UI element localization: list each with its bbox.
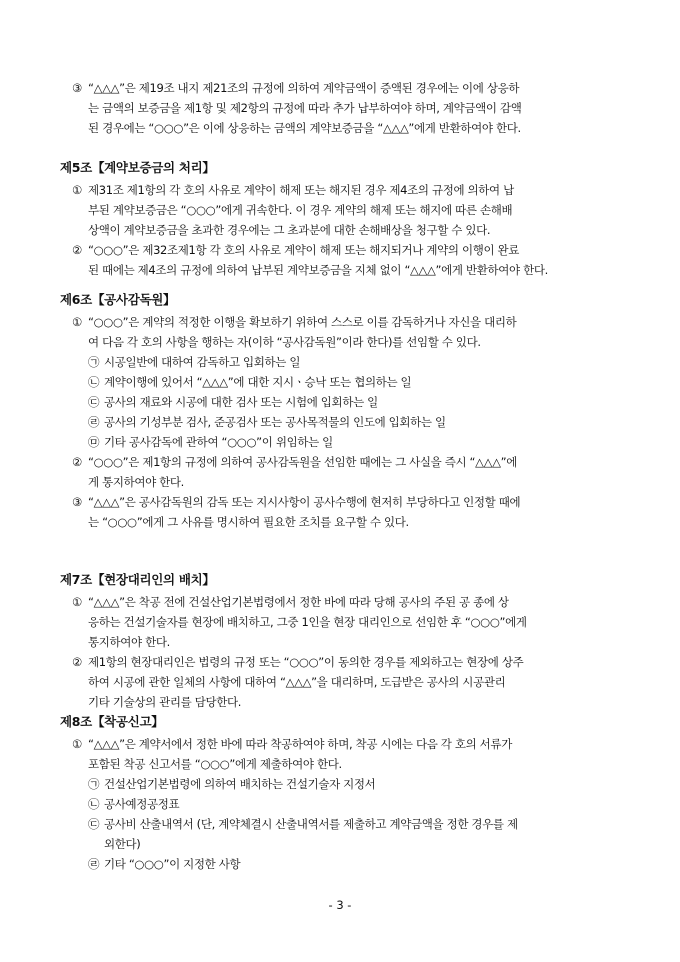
text-line: “△△△”은 착공 전에 건설산업기본법령에서 정한 바에 따라 당해 공사의 주된 공 종에 상 bbox=[88, 595, 509, 609]
clause bbox=[72, 240, 632, 280]
text-line: 제1항의 현장대리인은 법령의 규정 또는 “○○○”이 동의한 경우를 제외하고는 현장에 상주 bbox=[88, 655, 524, 669]
clause-text bbox=[104, 774, 632, 794]
clause-marker: ㉢ bbox=[88, 817, 100, 831]
sub-clause bbox=[88, 432, 632, 452]
text-line: 공사비 산출내역서 (단, 계약체결시 산출내역서를 제출하고 계약금액을 정한 경우를 제 bbox=[104, 817, 518, 831]
clause bbox=[72, 312, 632, 352]
sub-clause bbox=[88, 814, 632, 854]
clause-text bbox=[88, 492, 632, 532]
text-line: 여 다음 각 호의 사항을 행하는 자(이하 “공사감독원”이라 한다)를 선임할 수 있다. bbox=[88, 335, 481, 349]
clause bbox=[72, 452, 632, 492]
clause-text bbox=[104, 392, 632, 412]
text-line: “△△△”은 계약서에서 정한 바에 따라 착공하여야 하며, 착공 시에는 다음 각 호의 서류가 bbox=[88, 737, 512, 751]
sub-clause bbox=[88, 412, 632, 432]
text-line: 된 경우에는 “○○○”은 이에 상응하는 금액의 계약보증금을 “△△△”에게 반환하여야 한다. bbox=[88, 121, 521, 135]
clause-text bbox=[88, 180, 632, 240]
text-line: 게 통지하여야 한다. bbox=[88, 475, 184, 489]
clause-text bbox=[88, 734, 632, 774]
clause bbox=[72, 734, 632, 774]
clause-text bbox=[104, 854, 632, 874]
clause-text bbox=[104, 412, 632, 432]
text-line: 하여 시공에 관한 일체의 사항에 대하여 “△△△”을 대리하며, 도급받은 공사의 시공관리 bbox=[88, 675, 506, 689]
clause-text bbox=[104, 794, 632, 814]
text-line: 통지하여야 한다. bbox=[88, 635, 170, 649]
text-line: 응하는 건설기술자를 현장에 배치하고, 그중 1인을 현장 대리인으로 선임한 후 “○○○”에게 bbox=[88, 615, 527, 629]
text-line: “○○○”은 제1항의 규정에 의하여 공사감독원을 선임한 때에는 그 사실을 즉시 “△△△”에 bbox=[88, 455, 517, 469]
text-line: “△△△”은 공사감독원의 감독 또는 지시사항이 공사수행에 현저히 부당하다고 인정할 때에 bbox=[88, 495, 521, 509]
text-line: 기타 “○○○”이 지정한 사항 bbox=[104, 857, 241, 871]
clause-text bbox=[88, 652, 632, 712]
clause bbox=[72, 652, 632, 712]
clause-marker: ㉡ bbox=[88, 375, 100, 389]
text-line: “○○○”은 제32조제1항 각 호의 사유로 계약이 해제 또는 해지되거나 계약의 이행이 완료 bbox=[88, 243, 520, 257]
clause-marker: ① bbox=[72, 315, 83, 329]
sub-clause bbox=[88, 794, 632, 814]
clause-marker: ㉡ bbox=[88, 797, 100, 811]
text-line: 포함된 착공 신고서를 “○○○”에게 제출하여야 한다. bbox=[88, 757, 342, 771]
article-heading: 제8조【착공신고】 bbox=[60, 714, 164, 729]
text-line: 된 때에는 제4조의 규정에 의하여 납부된 계약보증금을 지체 없이 “△△△”에게 반환하여야 한다. bbox=[88, 263, 548, 277]
text-line: 공사예정공정표 bbox=[104, 797, 180, 811]
clause-text bbox=[104, 814, 632, 854]
text-line: “○○○”은 계약의 적정한 이행을 확보하기 위하여 스스로 이를 감독하거나 자신을 대리하 bbox=[88, 315, 517, 329]
page-number: - 3 - bbox=[328, 898, 352, 912]
text-line: 제31조 제1항의 각 호의 사유로 계약이 해제 또는 해지된 경우 제4조의 규정에 의하여 납 bbox=[88, 183, 514, 197]
text-line: 는 금액의 보증금을 제1항 및 제2항의 규정에 따라 추가 납부하여야 하며, 계약금액이 감액 bbox=[88, 101, 522, 115]
clause bbox=[72, 492, 632, 532]
article-heading: 제5조【계약보증금의 처리】 bbox=[60, 160, 215, 175]
clause-text bbox=[104, 352, 632, 372]
sub-clause bbox=[88, 854, 632, 874]
text-line: 시공일반에 대하여 감독하고 입회하는 일 bbox=[104, 355, 301, 369]
sub-clause bbox=[88, 774, 632, 794]
clause-marker: ㉣ bbox=[88, 857, 100, 871]
clause-text bbox=[88, 452, 632, 492]
text-line: 공사의 재료와 시공에 대한 검사 또는 시험에 입회하는 일 bbox=[104, 395, 378, 409]
clause-text bbox=[88, 312, 632, 352]
clause-marker: ② bbox=[72, 243, 83, 257]
clause-marker: ① bbox=[72, 737, 83, 751]
sub-clause bbox=[88, 352, 632, 372]
clause-marker: ② bbox=[72, 455, 83, 469]
clause-text bbox=[88, 78, 632, 138]
clause bbox=[72, 78, 632, 138]
clause-marker: ① bbox=[72, 183, 83, 197]
sub-clause bbox=[88, 372, 632, 392]
clause bbox=[72, 592, 632, 652]
clause-text bbox=[88, 592, 632, 652]
text-line: 건설산업기본법령에 의하여 배치하는 건설기술자 지정서 bbox=[104, 777, 376, 791]
article-heading: 제7조【현장대리인의 배치】 bbox=[60, 572, 215, 587]
article-heading: 제6조【공사감독원】 bbox=[60, 292, 176, 307]
clause bbox=[72, 180, 632, 240]
text-line: 는 “○○○”에게 그 사유를 명시하여 필요한 조치를 요구할 수 있다. bbox=[88, 515, 409, 529]
clause-marker: ㉣ bbox=[88, 415, 100, 429]
text-line: 부된 계약보증금은 “○○○”에게 귀속한다. 이 경우 계약의 해제 또는 해지에 따른 손해배 bbox=[88, 203, 513, 217]
clause-marker: ㉠ bbox=[88, 355, 100, 369]
text-line: 외한다) bbox=[104, 837, 141, 851]
text-line: 기타 기술상의 관리를 담당한다. bbox=[88, 695, 242, 709]
clause-text bbox=[104, 432, 632, 452]
clause-text bbox=[104, 372, 632, 392]
clause-marker: ③ bbox=[72, 495, 83, 509]
text-line: 기타 공사감독에 관하여 “○○○”이 위임하는 일 bbox=[104, 435, 333, 449]
clause-marker: ㉤ bbox=[88, 435, 100, 449]
clause-text bbox=[88, 240, 632, 280]
text-line: 계약이행에 있어서 “△△△”에 대한 지시ㆍ승낙 또는 협의하는 일 bbox=[104, 375, 412, 389]
clause-marker: ② bbox=[72, 655, 83, 669]
text-line: 공사의 기성부분 검사, 준공검사 또는 공사목적물의 인도에 입회하는 일 bbox=[104, 415, 446, 429]
text-line: 상액이 계약보증금을 초과한 경우에는 그 초과분에 대한 손해배상을 청구할 수 있다. bbox=[88, 223, 491, 237]
text-line: “△△△”은 제19조 내지 제21조의 규정에 의하여 계약금액이 증액된 경우에는 이에 상응하 bbox=[88, 81, 520, 95]
clause-marker: ① bbox=[72, 595, 83, 609]
sub-clause bbox=[88, 392, 632, 412]
clause-marker: ㉢ bbox=[88, 395, 100, 409]
clause-marker: ㉠ bbox=[88, 777, 100, 791]
clause-marker: ③ bbox=[72, 81, 83, 95]
